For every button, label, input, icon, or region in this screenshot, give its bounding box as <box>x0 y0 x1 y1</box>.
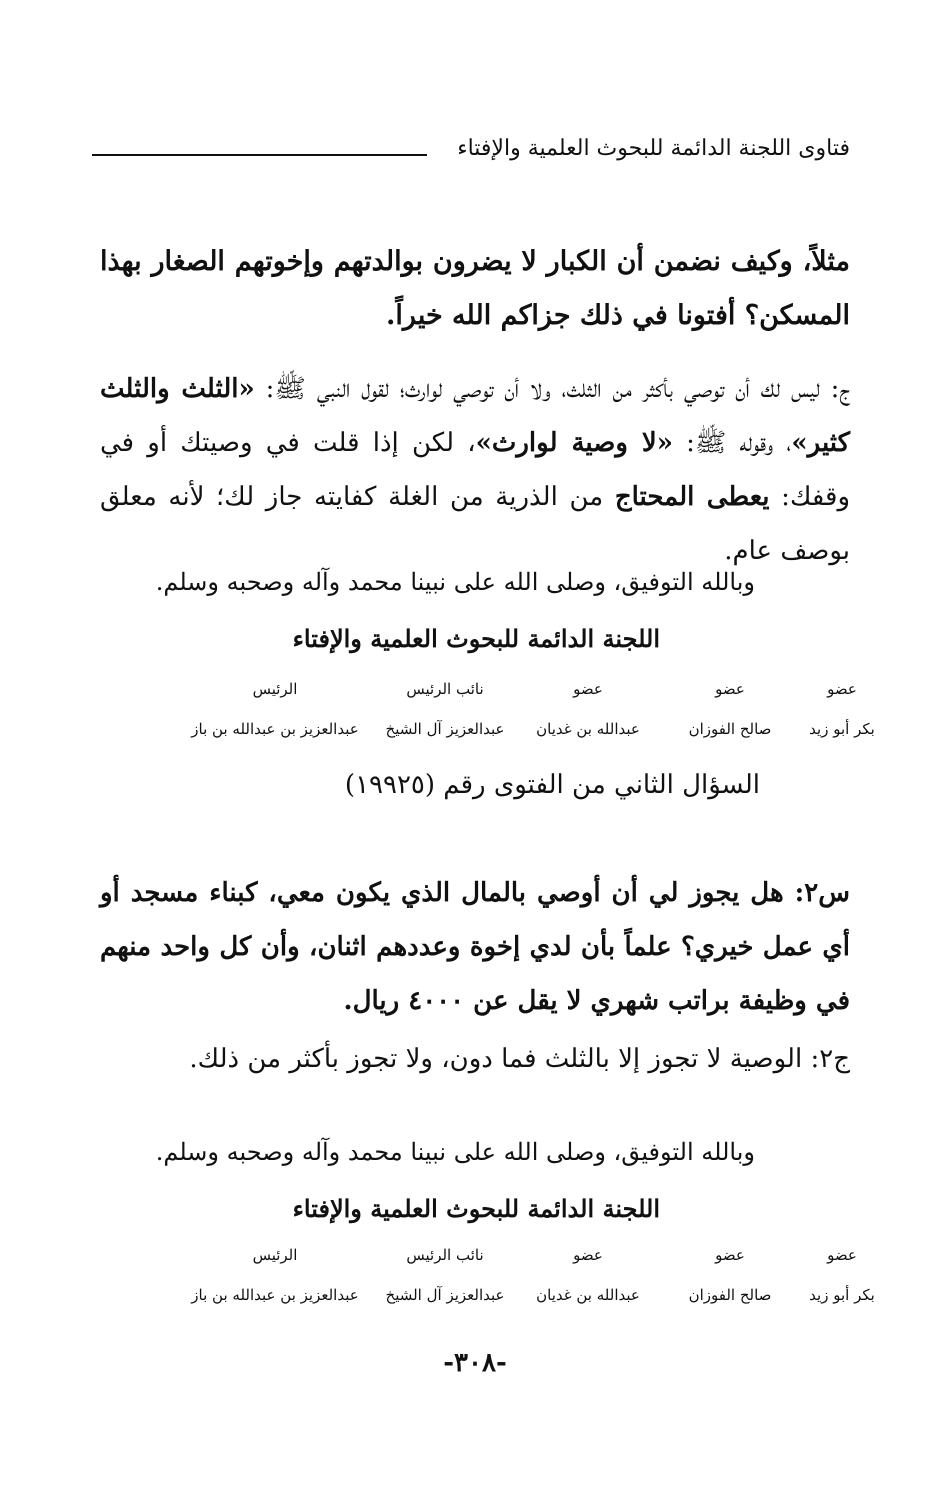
signature-name: صالح الفوزان <box>688 720 772 738</box>
signature-role: الرئيس <box>252 1246 298 1264</box>
answer-1-text <box>100 362 850 578</box>
signature-name: عبدالعزيز آل الشيخ <box>385 1286 505 1304</box>
signature-roles-row <box>90 1246 857 1270</box>
answer-1-part-c: ، لكن إذا قلت في وصيتك أو في وقفك: <box>100 428 850 512</box>
header-rule <box>92 154 427 156</box>
signature-name: بكر أبو زيد <box>809 720 875 738</box>
signature-roles-row <box>90 680 857 704</box>
signature-role: عضو <box>827 680 857 698</box>
signature-name: عبدالعزيز بن عبدالله بن باز <box>191 1286 359 1304</box>
signature-names-row <box>90 1286 875 1310</box>
question-2-text: س٢: هل يجوز لي أن أوصي بالمال الذي يكون معي، كبناء مسجد أو أي عمل خيري؟ علماً بأن لدي إخوة وعددهم اثنان، وأن كل واحد منهم في وظيفة براتب شهري لا يقل عن ٤٠٠٠ ريال. <box>100 878 850 1016</box>
answer-1-part-d: من الذرية من الغلة كفايته جاز لك؛ لأنه معلق بوصف عام. <box>100 482 850 566</box>
signature-role: عضو <box>715 680 745 698</box>
page-number: -٣٠٨- <box>443 1348 507 1378</box>
closing-1: وبالله التوفيق، وصلى الله على نبينا محمد وآله وصحبه وسلم. <box>155 568 755 596</box>
signature-role: الرئيس <box>252 680 298 698</box>
hadith-quote-1: «الثلث والثلث كثير» <box>100 374 851 458</box>
signature-role: نائب الرئيس <box>406 680 484 698</box>
hadith-quote-2: «لا وصية لوارث» <box>475 428 673 458</box>
committee-name-1: اللجنة الدائمة للبحوث العلمية والإفتاء <box>292 624 660 653</box>
answer-1-bold-tail: يعطى المحتاج <box>614 482 770 512</box>
signature-name: عبدالله بن غديان <box>536 1286 640 1304</box>
answer-1-part-a: ج: ليس لك أن توصي بأكثر من الثلث، ولا أن توصي لوارث؛ لقول النبي ﷺ: <box>254 374 850 404</box>
signature-name: عبدالعزيز بن عبدالله بن باز <box>191 720 359 738</box>
signature-role: عضو <box>715 1246 745 1264</box>
signature-role: عضو <box>827 1246 857 1264</box>
running-header: فتاوى اللجنة الدائمة للبحوث العلمية والإفتاء <box>457 136 850 161</box>
signature-role: عضو <box>573 1246 603 1264</box>
answer-1-part-b: ، وقوله ﷺ: <box>672 428 792 458</box>
signature-name: صالح الفوزان <box>688 1286 772 1304</box>
signature-name: عبدالعزيز آل الشيخ <box>385 720 505 738</box>
question-2-heading: السؤال الثاني من الفتوى رقم (١٩٩٢٥) <box>344 770 760 800</box>
signature-names-row <box>90 720 875 744</box>
closing-2: وبالله التوفيق، وصلى الله على نبينا محمد وآله وصحبه وسلم. <box>155 1138 755 1166</box>
question-1-text: مثلاً، وكيف نضمن أن الكبار لا يضرون بوالدتهم وإخوتهم الصغار بهذا المسكن؟ أفتونا في ذلك جزاكم الله خيراً. <box>100 246 850 331</box>
signature-role: عضو <box>573 680 603 698</box>
signature-role: نائب الرئيس <box>406 1246 484 1264</box>
signature-name: عبدالله بن غديان <box>536 720 640 738</box>
committee-name-2: اللجنة الدائمة للبحوث العلمية والإفتاء <box>292 1194 660 1223</box>
answer-2-text: ج٢: الوصية لا تجوز إلا بالثلث فما دون، ولا تجوز بأكثر من ذلك. <box>189 1044 850 1074</box>
signature-name: بكر أبو زيد <box>809 1286 875 1304</box>
